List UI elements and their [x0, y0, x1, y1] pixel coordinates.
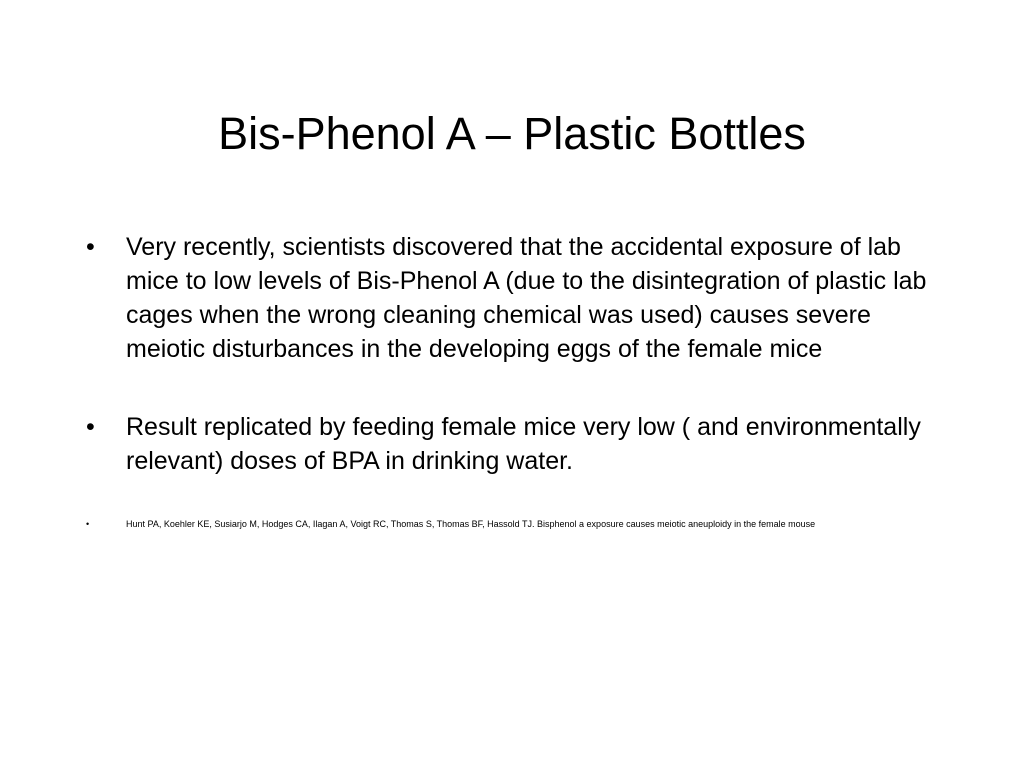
bullet-marker: • [86, 233, 95, 261]
bullet-text: Very recently, scientists discovered that the accidental exposure of lab mice to low levels of Bis-Phenol A (due to the disintegration of plastic lab cages when the wrong cleaning chemical was used) causes severe meiotic disturbances in the developing eggs of the female mice [126, 233, 927, 363]
citation-item [86, 518, 946, 530]
bullet-list [86, 230, 946, 530]
slide-title: Bis-Phenol A – Plastic Bottles [218, 108, 806, 159]
bullet-marker: • [86, 519, 90, 529]
bullet-item [86, 410, 946, 478]
bullet-marker: • [86, 413, 95, 441]
citation-text: Hunt PA, Koehler KE, Susiarjo M, Hodges CA, Ilagan A, Voigt RC, Thomas S, Thomas BF, Hassold TJ. Bisphenol a exposure causes meiotic aneuploidy in the female mouse [126, 519, 816, 529]
bullet-item [86, 230, 946, 366]
bullet-text: Result replicated by feeding female mice very low ( and environmentally relevant) doses of BPA in drinking water. [126, 413, 921, 475]
